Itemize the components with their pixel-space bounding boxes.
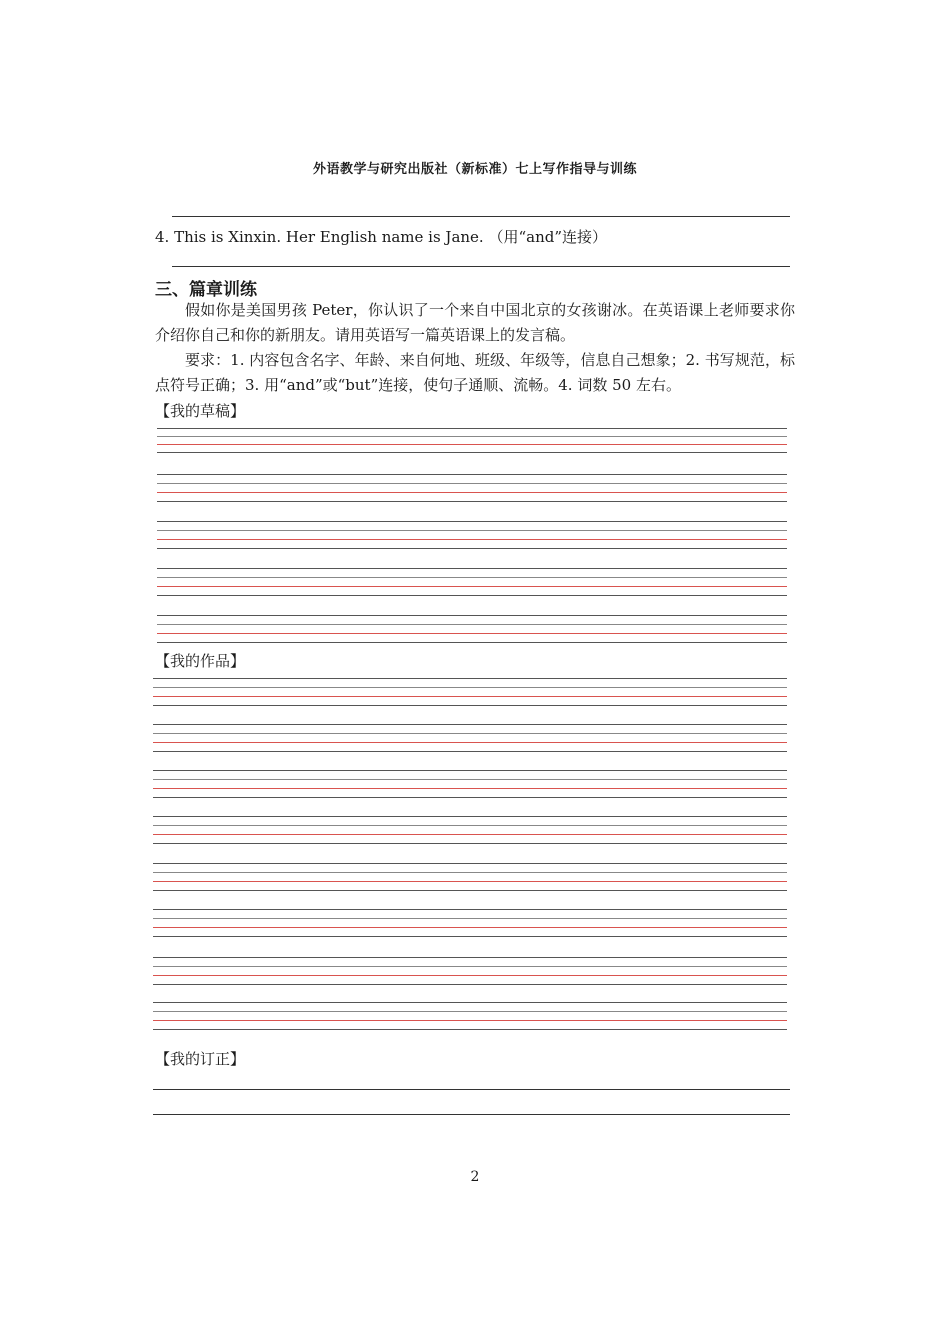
work-ruled-line bbox=[153, 742, 787, 743]
draft-ruled-line bbox=[157, 483, 787, 484]
page-number: 2 bbox=[470, 1169, 480, 1185]
work-ruled-line bbox=[153, 936, 787, 937]
work-ruled-line bbox=[153, 843, 787, 844]
draft-ruled-line bbox=[157, 624, 787, 625]
work-ruled-line bbox=[153, 1011, 787, 1012]
work-ruled-line bbox=[153, 751, 787, 752]
page-header-title: 外语教学与研究出版社（新标准）七上写作指导与训练 bbox=[312, 162, 637, 177]
answer-line-q3[interactable] bbox=[172, 216, 790, 217]
work-ruled-line bbox=[153, 918, 787, 919]
work-ruled-line bbox=[153, 687, 787, 688]
draft-ruled-line bbox=[157, 444, 787, 445]
draft-ruled-line bbox=[157, 615, 787, 616]
work-ruled-line bbox=[153, 816, 787, 817]
writing-prompt-text: 假如你是美国男孩 Peter，你认识了一个来自中国北京的女孩谢冰。在英语课上老师要求你介绍你自己和你的新朋友。请用英语写一篇英语课上的发言稿。 bbox=[155, 301, 795, 344]
work-ruled-line bbox=[153, 984, 787, 985]
work-ruled-line bbox=[153, 770, 787, 771]
work-ruled-line bbox=[153, 705, 787, 706]
work-ruled-line bbox=[153, 825, 787, 826]
work-ruled-line bbox=[153, 834, 787, 835]
writing-prompt bbox=[155, 298, 795, 348]
draft-ruled-line bbox=[157, 521, 787, 522]
draft-ruled-line bbox=[157, 501, 787, 502]
answer-line-q4[interactable] bbox=[172, 266, 790, 267]
writing-requirements bbox=[155, 348, 795, 398]
correction-line[interactable] bbox=[153, 1114, 790, 1115]
draft-ruled-line bbox=[157, 548, 787, 549]
work-writing-area[interactable] bbox=[153, 674, 787, 1036]
draft-ruled-line bbox=[157, 474, 787, 475]
work-ruled-line bbox=[153, 890, 787, 891]
work-ruled-line bbox=[153, 966, 787, 967]
draft-ruled-line bbox=[157, 577, 787, 578]
work-ruled-line bbox=[153, 724, 787, 725]
work-ruled-line bbox=[153, 779, 787, 780]
work-ruled-line bbox=[153, 733, 787, 734]
correction-label: 【我的订正】 bbox=[155, 1050, 246, 1068]
draft-ruled-line bbox=[157, 595, 787, 596]
work-ruled-line bbox=[153, 975, 787, 976]
writing-requirements-text: 要求：1. 内容包含名字、年龄、来自何地、班级、年级等，信息自己想象；2. 书写规范，标点符号正确；3. 用“and”或“but”连接，使句子通顺、流畅。4. 词数 50 左右。 bbox=[155, 351, 795, 394]
draft-ruled-line bbox=[157, 568, 787, 569]
draft-ruled-line bbox=[157, 530, 787, 531]
draft-label: 【我的草稿】 bbox=[155, 402, 246, 420]
work-ruled-line bbox=[153, 1029, 787, 1030]
exercise-question-4: 4. This is Xinxin. Her English name is Jane. （用“and”连接） bbox=[155, 228, 608, 246]
work-ruled-line bbox=[153, 881, 787, 882]
work-ruled-line bbox=[153, 1002, 787, 1003]
draft-ruled-line bbox=[157, 586, 787, 587]
draft-ruled-line bbox=[157, 492, 787, 493]
work-ruled-line bbox=[153, 957, 787, 958]
draft-ruled-line bbox=[157, 452, 787, 453]
work-ruled-line bbox=[153, 909, 787, 910]
work-ruled-line bbox=[153, 797, 787, 798]
work-ruled-line bbox=[153, 872, 787, 873]
draft-ruled-line bbox=[157, 436, 787, 437]
draft-ruled-line bbox=[157, 633, 787, 634]
work-label: 【我的作品】 bbox=[155, 652, 246, 670]
work-ruled-line bbox=[153, 927, 787, 928]
section-heading: 三、篇章训练 bbox=[155, 280, 257, 300]
draft-writing-area[interactable] bbox=[157, 424, 787, 646]
work-ruled-line bbox=[153, 863, 787, 864]
work-ruled-line bbox=[153, 788, 787, 789]
correction-line[interactable] bbox=[153, 1089, 790, 1090]
draft-ruled-line bbox=[157, 642, 787, 643]
work-ruled-line bbox=[153, 1020, 787, 1021]
draft-ruled-line bbox=[157, 428, 787, 429]
work-ruled-line bbox=[153, 678, 787, 679]
work-ruled-line bbox=[153, 696, 787, 697]
draft-ruled-line bbox=[157, 539, 787, 540]
